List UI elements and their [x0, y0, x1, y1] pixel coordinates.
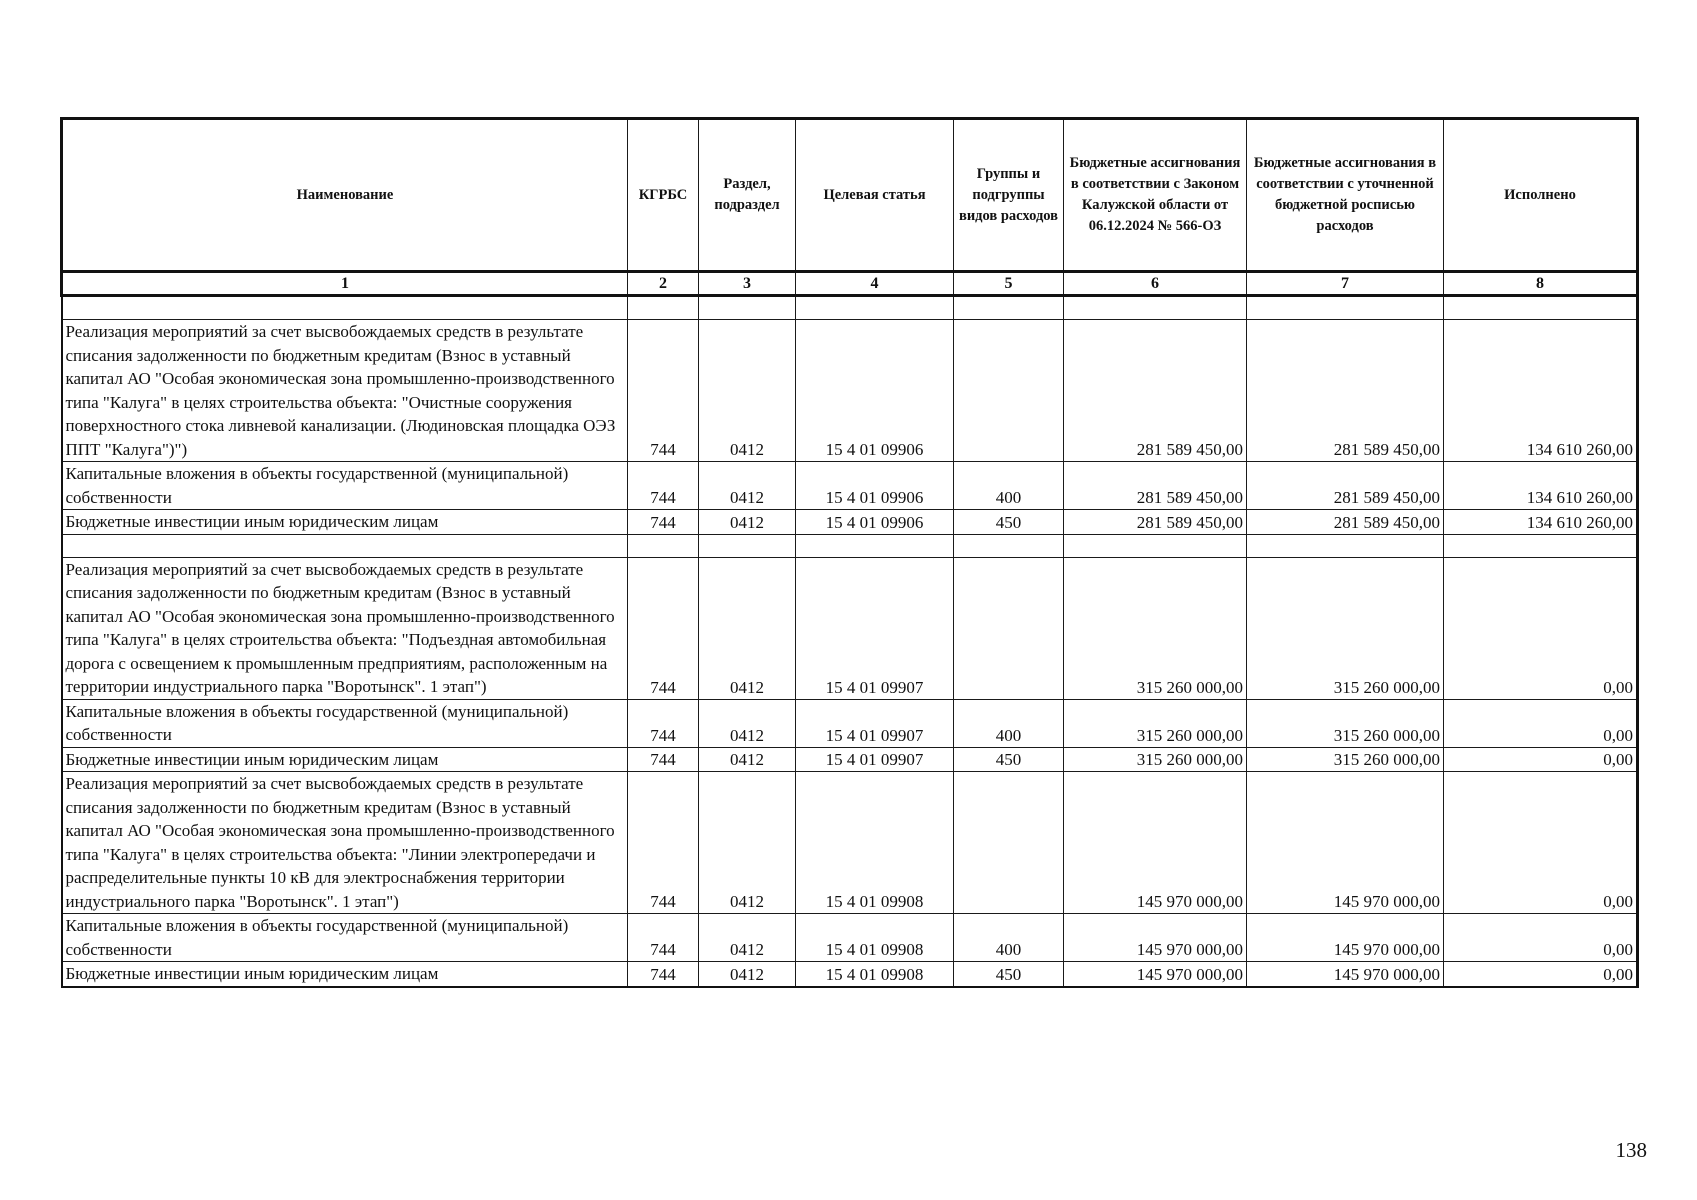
spacer-cell: [1064, 534, 1247, 557]
row-refined-amount: 145 970 000,00: [1247, 962, 1444, 987]
row-kgrbs: 744: [628, 320, 699, 462]
page-number: 138: [1615, 1138, 1647, 1162]
row-group: [954, 557, 1064, 699]
row-executed-amount: 134 610 260,00: [1444, 510, 1638, 535]
row-refined-amount: 145 970 000,00: [1247, 772, 1444, 914]
row-law-amount: 145 970 000,00: [1064, 962, 1247, 987]
table-row: [62, 962, 1638, 987]
budget-table: [60, 117, 1639, 988]
row-name: Реализация мероприятий за счет высвобождаемых средств в результате списания задолженности по бюджетным кредитам (Взнос в уставный капитал АО "Особая экономическая зона промышленно-производственного типа "Калуга" в целях строительства объекта: "Очистные сооружения поверхностного стока ливневой канализации. (Людиновская площадка ОЭЗ ППТ "Калуга")"): [62, 320, 628, 462]
row-group: 450: [954, 510, 1064, 535]
spacer-cell: [796, 296, 954, 320]
spacer-cell: [1247, 296, 1444, 320]
row-law-amount: 145 970 000,00: [1064, 772, 1247, 914]
row-law-amount: 281 589 450,00: [1064, 462, 1247, 510]
table-row: [62, 320, 1638, 462]
column-number: 4: [796, 272, 954, 296]
column-number: 6: [1064, 272, 1247, 296]
row-section: 0412: [699, 914, 796, 962]
row-target: 15 4 01 09907: [796, 699, 954, 747]
row-refined-amount: 315 260 000,00: [1247, 699, 1444, 747]
header-law-appropriations: Бюджетные ассигнования в соответствии с Законом Калужской области от 06.12.2024 № 566-ОЗ: [1064, 119, 1247, 272]
row-law-amount: 315 260 000,00: [1064, 747, 1247, 772]
row-kgrbs: 744: [628, 914, 699, 962]
row-executed-amount: 0,00: [1444, 557, 1638, 699]
spacer-cell: [699, 534, 796, 557]
table-row: [62, 557, 1638, 699]
table-row: [62, 914, 1638, 962]
row-group: 400: [954, 462, 1064, 510]
row-law-amount: 315 260 000,00: [1064, 557, 1247, 699]
spacer-row: [62, 296, 1638, 320]
row-refined-amount: 281 589 450,00: [1247, 462, 1444, 510]
column-number: 8: [1444, 272, 1638, 296]
spacer-cell: [954, 296, 1064, 320]
row-law-amount: 281 589 450,00: [1064, 510, 1247, 535]
spacer-cell: [1444, 296, 1638, 320]
spacer-cell: [699, 296, 796, 320]
spacer-cell: [954, 534, 1064, 557]
row-refined-amount: 145 970 000,00: [1247, 914, 1444, 962]
table-row: [62, 772, 1638, 914]
row-kgrbs: 744: [628, 962, 699, 987]
row-section: 0412: [699, 772, 796, 914]
row-executed-amount: 0,00: [1444, 772, 1638, 914]
column-number-row: [62, 272, 1638, 296]
row-name: Реализация мероприятий за счет высвобождаемых средств в результате списания задолженности по бюджетным кредитам (Взнос в уставный капитал АО "Особая экономическая зона промышленно-производственного типа "Калуга" в целях строительства объекта: "Линии электропередачи и распределительные пункты 10 кВ для электроснабжения территории индустриального парка "Воротынск". 1 этап"): [62, 772, 628, 914]
row-kgrbs: 744: [628, 557, 699, 699]
row-section: 0412: [699, 510, 796, 535]
row-law-amount: 315 260 000,00: [1064, 699, 1247, 747]
row-executed-amount: 134 610 260,00: [1444, 320, 1638, 462]
spacer-cell: [628, 296, 699, 320]
table-row: [62, 699, 1638, 747]
row-group: 400: [954, 699, 1064, 747]
column-number: 7: [1247, 272, 1444, 296]
row-name: Реализация мероприятий за счет высвобождаемых средств в результате списания задолженности по бюджетным кредитам (Взнос в уставный капитал АО "Особая экономическая зона промышленно-производственного типа "Калуга" в целях строительства объекта: "Подъездная автомобильная дорога с освещением к промышленным предприятиям, расположенным на территории индустриального парка "Воротынск". 1 этап"): [62, 557, 628, 699]
row-section: 0412: [699, 320, 796, 462]
row-group: 450: [954, 747, 1064, 772]
spacer-cell: [1247, 534, 1444, 557]
row-target: 15 4 01 09906: [796, 320, 954, 462]
header-executed: Исполнено: [1444, 119, 1638, 272]
row-refined-amount: 281 589 450,00: [1247, 320, 1444, 462]
header-target-article: Целевая статья: [796, 119, 954, 272]
row-target: 15 4 01 09907: [796, 557, 954, 699]
header-kgrbs: КГРБС: [628, 119, 699, 272]
row-target: 15 4 01 09906: [796, 510, 954, 535]
header-refined-appropriations: Бюджетные ассигнования в соответствии с уточненной бюджетной росписью расходов: [1247, 119, 1444, 272]
row-law-amount: 145 970 000,00: [1064, 914, 1247, 962]
row-group: [954, 772, 1064, 914]
header-row: [62, 119, 1638, 272]
spacer-cell: [628, 534, 699, 557]
table-row: [62, 462, 1638, 510]
row-name: Капитальные вложения в объекты государственной (муниципальной) собственности: [62, 462, 628, 510]
spacer-cell: [1064, 296, 1247, 320]
row-name: Бюджетные инвестиции иным юридическим лицам: [62, 510, 628, 535]
row-refined-amount: 315 260 000,00: [1247, 747, 1444, 772]
row-kgrbs: 744: [628, 462, 699, 510]
row-target: 15 4 01 09908: [796, 962, 954, 987]
header-section: Раздел, подраздел: [699, 119, 796, 272]
row-section: 0412: [699, 557, 796, 699]
spacer-cell: [62, 296, 628, 320]
spacer-row: [62, 534, 1638, 557]
row-executed-amount: 0,00: [1444, 914, 1638, 962]
spacer-cell: [1444, 534, 1638, 557]
header-name: Наименование: [62, 119, 628, 272]
row-target: 15 4 01 09908: [796, 914, 954, 962]
row-kgrbs: 744: [628, 747, 699, 772]
row-kgrbs: 744: [628, 510, 699, 535]
spacer-cell: [796, 534, 954, 557]
row-name: Капитальные вложения в объекты государственной (муниципальной) собственности: [62, 699, 628, 747]
row-law-amount: 281 589 450,00: [1064, 320, 1247, 462]
table-row: [62, 510, 1638, 535]
row-group: 450: [954, 962, 1064, 987]
row-kgrbs: 744: [628, 772, 699, 914]
row-executed-amount: 0,00: [1444, 747, 1638, 772]
column-number: 5: [954, 272, 1064, 296]
column-number: 1: [62, 272, 628, 296]
row-refined-amount: 315 260 000,00: [1247, 557, 1444, 699]
row-name: Капитальные вложения в объекты государственной (муниципальной) собственности: [62, 914, 628, 962]
row-group: [954, 320, 1064, 462]
row-section: 0412: [699, 462, 796, 510]
row-section: 0412: [699, 962, 796, 987]
table-header: [62, 119, 1638, 296]
row-target: 15 4 01 09907: [796, 747, 954, 772]
row-target: 15 4 01 09906: [796, 462, 954, 510]
row-executed-amount: 0,00: [1444, 962, 1638, 987]
row-section: 0412: [699, 699, 796, 747]
row-section: 0412: [699, 747, 796, 772]
header-expense-groups: Группы и подгруппы видов расходов: [954, 119, 1064, 272]
row-executed-amount: 134 610 260,00: [1444, 462, 1638, 510]
table-row: [62, 747, 1638, 772]
row-executed-amount: 0,00: [1444, 699, 1638, 747]
column-number: 2: [628, 272, 699, 296]
spacer-cell: [62, 534, 628, 557]
row-group: 400: [954, 914, 1064, 962]
row-kgrbs: 744: [628, 699, 699, 747]
table-body: [62, 296, 1638, 987]
row-name: Бюджетные инвестиции иным юридическим лицам: [62, 962, 628, 987]
column-number: 3: [699, 272, 796, 296]
row-target: 15 4 01 09908: [796, 772, 954, 914]
row-refined-amount: 281 589 450,00: [1247, 510, 1444, 535]
row-name: Бюджетные инвестиции иным юридическим лицам: [62, 747, 628, 772]
